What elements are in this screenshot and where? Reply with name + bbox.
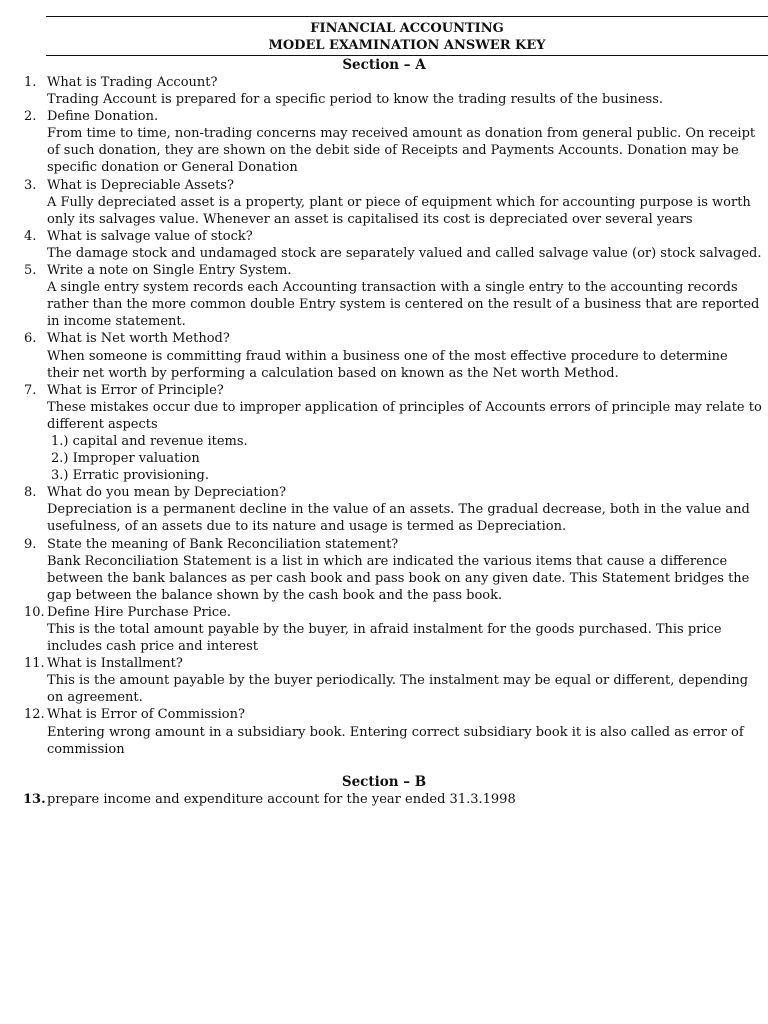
qa-item-7 xyxy=(0,382,768,485)
document-title: MODEL EXAMINATION ANSWER KEY xyxy=(268,38,546,53)
answer-text: Trading Account is prepared for a specific period to know the trading results of the business. xyxy=(47,92,664,108)
answer-text: A single entry system records each Accounting transaction with a single entry to the accounting records rather than the more common double Entry system is centered on the result of a business that are reported in income statement. xyxy=(47,280,760,330)
answer-text: Bank Reconciliation Statement is a list in which are indicated the various items that cause a difference between the bank balances as per cash book and pass book on any given date. This Statement bridges the gap between the balance shown by the cash book and the pass book. xyxy=(47,553,750,603)
qa-item-13 xyxy=(0,791,768,808)
item-number: 13. xyxy=(23,792,46,807)
qa-item-1 xyxy=(0,74,768,108)
item-number: 7. xyxy=(24,382,37,398)
answer-text: The damage stock and undamaged stock are separately valued and called salvage value (or) stock salvaged. xyxy=(47,245,762,261)
question-text: What is Net worth Method? xyxy=(47,331,230,347)
qa-item-5 xyxy=(0,262,768,330)
answer-text: When someone is committing fraud within a business one of the most effective procedure to determine their net worth by performing a calculation based on known as the Net worth Method. xyxy=(47,348,728,381)
item-number: 1. xyxy=(24,75,37,90)
section-a-heading: Section – A xyxy=(342,57,426,73)
qa-item-9 xyxy=(0,536,768,604)
sub-point: 3.) Erratic provisioning. xyxy=(51,468,209,484)
question-text: What is Error of Principle? xyxy=(47,382,224,398)
item-number: 6. xyxy=(24,331,37,347)
answer-text: This is the amount payable by the buyer periodically. The instalment may be equal or different, depending on agreement. xyxy=(47,673,749,706)
answer-text: A Fully depreciated asset is a property, plant or piece of equipment which for accounting purpose is worth only its salvages value. Whenever an asset is capitalised its cost is depreciated over several years xyxy=(47,194,751,227)
answer-text: Depreciation is a permanent decline in the value of an assets. The gradual decrease, both in the value and usefulness, of an assets due to its nature and usage is termed as Depreciation. xyxy=(47,502,750,535)
answer-text: These mistakes occur due to improper application of principles of Accounts errors of principle may relate to different aspects xyxy=(47,399,762,432)
question-text: What is Error of Commission? xyxy=(47,707,245,723)
subject-title: FINANCIAL ACCOUNTING xyxy=(310,21,504,36)
qa-item-4 xyxy=(0,228,768,262)
item-number: 9. xyxy=(24,536,37,552)
question-text: What is Depreciable Assets? xyxy=(47,177,234,193)
question-text: What is Trading Account? xyxy=(47,75,218,90)
question-text: What is salvage value of stock? xyxy=(47,228,253,244)
item-number: 3. xyxy=(24,177,37,193)
question-text: What do you mean by Depreciation? xyxy=(47,485,286,501)
answer-text: From time to time, non-trading concerns may received amount as donation from general public. On receipt of such donation, they are shown on the debit side of Receipts and Payments Accounts. Donation may be specific donation or General Donation xyxy=(47,126,756,176)
item-number: 11. xyxy=(24,656,45,672)
qa-item-3 xyxy=(0,177,768,228)
question-text: What is Installment? xyxy=(47,656,183,672)
question-text: Define Donation. xyxy=(47,109,159,125)
qa-item-8 xyxy=(0,484,768,535)
qa-item-2 xyxy=(0,108,768,176)
item-number: 2. xyxy=(24,109,37,125)
question-text: prepare income and expenditure account for the year ended 31.3.1998 xyxy=(47,792,516,807)
item-number: 5. xyxy=(24,263,37,279)
header-rule xyxy=(46,55,768,56)
qa-item-12 xyxy=(0,706,768,757)
top-rule xyxy=(46,16,768,17)
item-number: 12. xyxy=(24,707,45,723)
section-a-list xyxy=(0,74,768,758)
sub-point: 2.) Improper valuation xyxy=(51,451,200,467)
question-text: State the meaning of Bank Reconciliation statement? xyxy=(47,536,399,552)
item-number: 8. xyxy=(24,485,37,501)
question-text: Write a note on Single Entry System. xyxy=(47,263,292,279)
item-number: 10. xyxy=(24,604,45,620)
qa-item-11 xyxy=(0,655,768,706)
answer-text: Entering wrong amount in a subsidiary book. Entering correct subsidiary book it is also called as error of commission xyxy=(47,724,744,757)
qa-item-10 xyxy=(0,604,768,655)
item-number: 4. xyxy=(24,228,37,244)
section-b-heading: Section – B xyxy=(341,774,427,790)
question-text: Define Hire Purchase Price. xyxy=(47,604,231,620)
answer-text: This is the total amount payable by the buyer, in afraid instalment for the goods purchased. This price includes cash price and interest xyxy=(47,622,722,655)
sub-point: 1.) capital and revenue items. xyxy=(51,433,248,449)
qa-item-6 xyxy=(0,330,768,381)
